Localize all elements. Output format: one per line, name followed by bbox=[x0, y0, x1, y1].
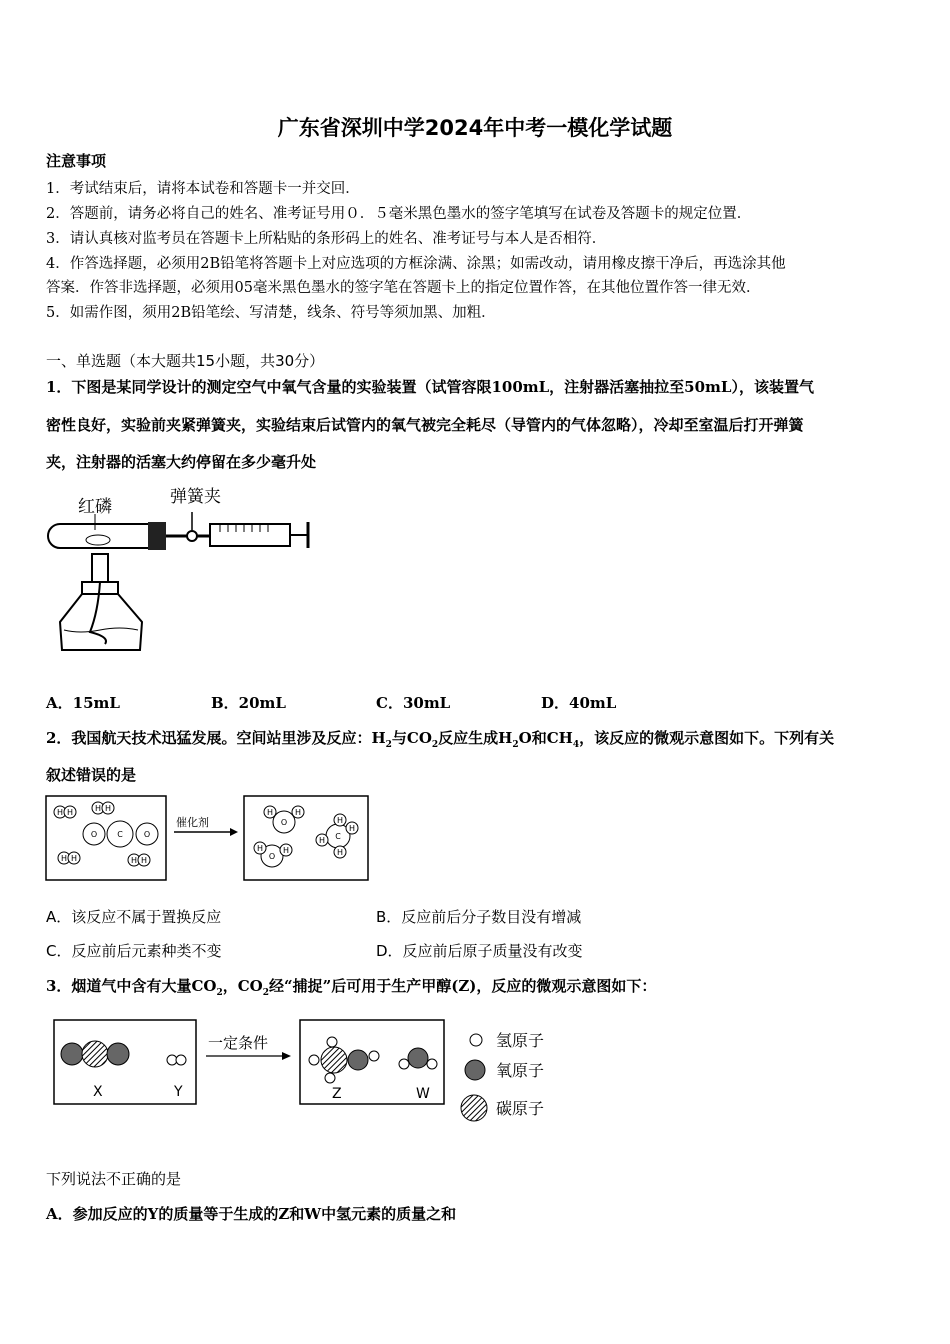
section-heading: 一、单选题（本大题共15小题，共30分） bbox=[46, 352, 325, 370]
notice-heading: 注意事项 bbox=[46, 152, 107, 170]
q1-apparatus-figure bbox=[40, 482, 320, 667]
q2-option-d[interactable]: D．反应前后原子质量没有改变 bbox=[376, 942, 583, 960]
atom-label: O bbox=[280, 818, 288, 827]
atom-label: H bbox=[294, 808, 302, 817]
q3-text: 3．烟道气中含有大量$CO_2$，$CO_2$经“捕捉”后可用于生产甲醇(Z)，反应的微观示意图如下： bbox=[46, 977, 657, 998]
q1-text: 1．下图是某同学设计的测定空气中氧气含量的实验装置（试管容限100mL，注射器活塞抽拉至50mL），该装置气 bbox=[46, 378, 814, 396]
atom-label: H bbox=[266, 808, 274, 817]
q1-label-clamp: 弹簧夹 bbox=[170, 487, 221, 507]
carbon-atom-icon bbox=[461, 1095, 487, 1121]
legend-oxygen: 氧原子 bbox=[496, 1061, 545, 1080]
q1-option-b[interactable]: B．20mL bbox=[211, 694, 286, 712]
q3-micro-diagram bbox=[50, 1014, 570, 1128]
page-title: 广东省深圳中学2024年中考一模化学试题 bbox=[277, 116, 673, 140]
alcohol-lamp bbox=[60, 594, 142, 650]
test-tube bbox=[48, 524, 150, 548]
atom-label: H bbox=[70, 854, 78, 863]
atom-label: H bbox=[104, 804, 112, 813]
clamp bbox=[187, 531, 197, 541]
notice-item: 1．考试结束后，请将本试卷和答题卡一并交回． bbox=[46, 181, 360, 197]
q2-text: 2．我国航天技术迅猛发展。空间站里涉及反应：$H_2$与$CO_2$反应生成$H_2O$和$CH_4$，该反应的微观示意图如下。下列有关 bbox=[46, 729, 835, 750]
atom-label: H bbox=[66, 808, 74, 817]
atom-label: H bbox=[60, 854, 68, 863]
q1-option-c[interactable]: C．30mL bbox=[376, 694, 451, 712]
atom-label: C bbox=[335, 832, 341, 841]
q1-label-phosphorus: 红磷 bbox=[78, 497, 112, 517]
q2-micro-diagram bbox=[44, 794, 374, 884]
arrow-icon bbox=[282, 1052, 291, 1060]
q2-option-a[interactable]: A．该反应不属于置换反应 bbox=[46, 908, 222, 926]
atom-label: H bbox=[56, 808, 64, 817]
label-z: Z bbox=[332, 1086, 342, 1102]
stopper bbox=[148, 522, 166, 550]
atom-label: O bbox=[268, 852, 276, 861]
notice-item: 2．答题前，请务必将自己的姓名、准考证号用０．５毫米黑色墨水的签字笔填写在试卷及答题卡的规定位置． bbox=[46, 206, 752, 222]
atom-label: H bbox=[130, 856, 138, 865]
atom-label: H bbox=[140, 856, 148, 865]
notice-item: 4．作答选择题，必须用2B铅笔将答题卡上对应选项的方框涂满、涂黑；如需改动，请用橡皮擦干净后，再选涂其他 bbox=[46, 256, 786, 272]
q1-text: 夹，注射器的活塞大约停留在多少毫升处 bbox=[46, 453, 317, 471]
atom-label: H bbox=[282, 846, 290, 855]
legend-carbon: 碳原子 bbox=[496, 1099, 545, 1118]
atom-label: H bbox=[348, 824, 356, 833]
legend-hydrogen: 氢原子 bbox=[496, 1031, 545, 1050]
atom-label: H bbox=[318, 836, 326, 845]
notice-item: 5．如需作图，须用2B铅笔绘、写清楚，线条、符号等须加黑、加粗． bbox=[46, 305, 496, 321]
label-y: Y bbox=[174, 1084, 183, 1100]
syringe bbox=[210, 524, 290, 546]
atom-label: H bbox=[336, 816, 344, 825]
label-x: X bbox=[93, 1084, 103, 1100]
q1-text: 密性良好，实验前夹紧弹簧夹，实验结束后试管内的氧气被完全耗尽（导管内的气体忽略），冷却至室温后打开弹簧 bbox=[46, 416, 804, 434]
q1-option-d[interactable]: D．40mL bbox=[541, 694, 617, 712]
notice-item: 3．请认真核对监考员在答题卡上所粘贴的条形码上的姓名、准考证号与本人是否相符． bbox=[46, 231, 607, 247]
q1-option-a[interactable]: A．15mL bbox=[46, 694, 120, 712]
hydrogen-atom-icon bbox=[470, 1034, 482, 1046]
label-w: W bbox=[416, 1086, 430, 1102]
q2-option-b[interactable]: B．反应前后分子数目没有增减 bbox=[376, 908, 582, 926]
atom-label: O bbox=[90, 830, 98, 839]
atom-label: C bbox=[117, 830, 123, 839]
oxygen-atom-icon bbox=[465, 1060, 485, 1080]
atom-label: H bbox=[256, 844, 264, 853]
q3-stem: 下列说法不正确的是 bbox=[46, 1170, 182, 1188]
atom-label: H bbox=[94, 804, 102, 813]
catalyst-label: 催化剂 bbox=[176, 816, 209, 829]
arrow-icon bbox=[230, 828, 238, 836]
notice-item: 答案．作答非选择题，必须用05毫米黑色墨水的签字笔在答题卡上的指定位置作答，在其他位置作答一律无效． bbox=[46, 280, 761, 296]
q2-text: 叙述错误的是 bbox=[46, 766, 137, 784]
q3-option-a[interactable]: A．参加反应的Y的质量等于生成的Z和W中氢元素的质量之和 bbox=[46, 1205, 457, 1223]
condition-label: 一定条件 bbox=[208, 1034, 269, 1052]
q2-option-c[interactable]: C．反应前后元素种类不变 bbox=[46, 942, 222, 960]
atom-label: H bbox=[336, 848, 344, 857]
atom-label: O bbox=[143, 830, 151, 839]
